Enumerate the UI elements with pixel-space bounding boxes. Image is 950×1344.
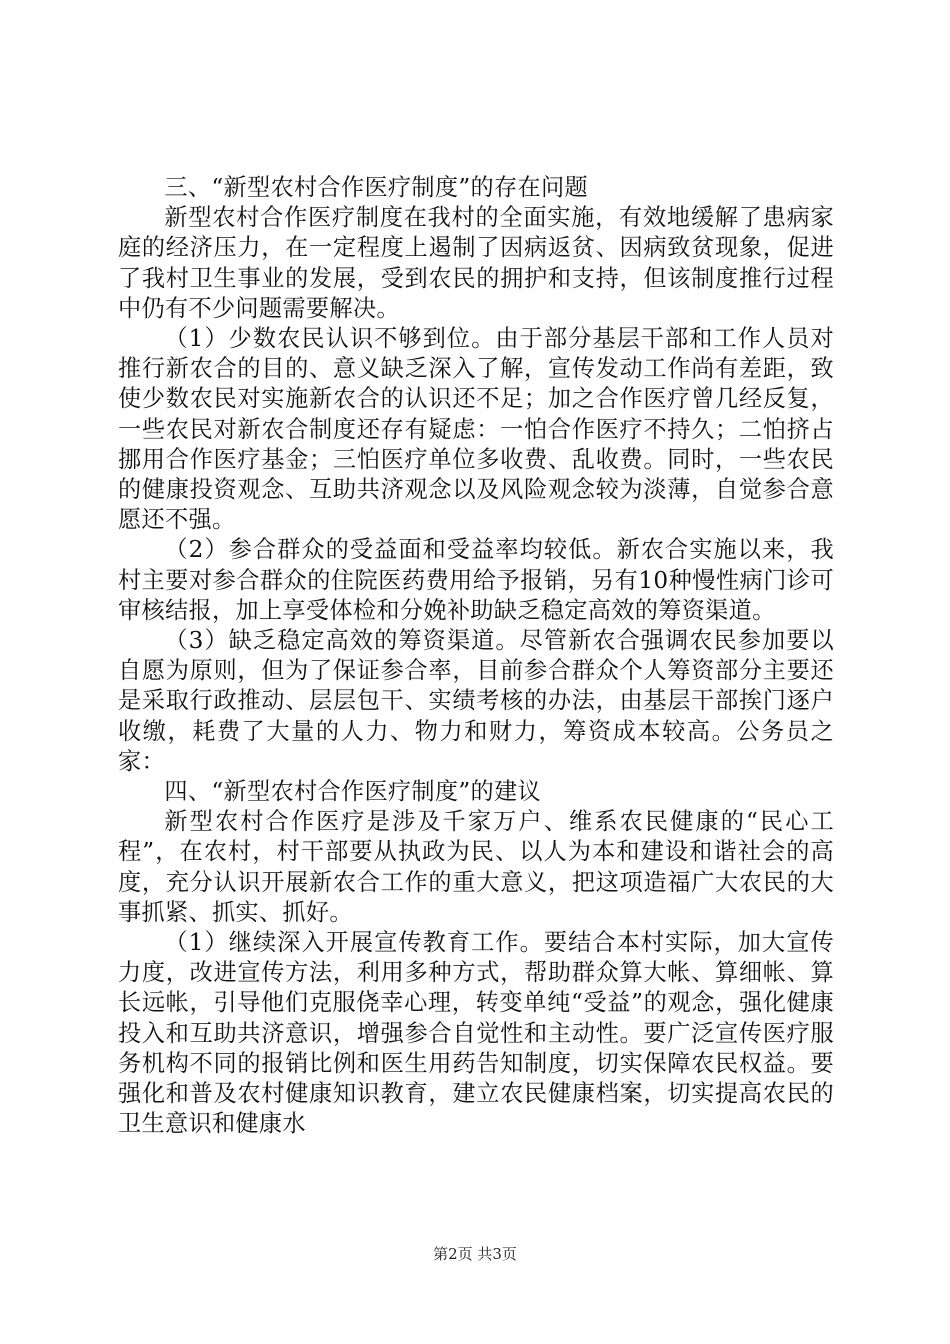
paragraph-suggestion-1: （1）继续深入开展宣传教育工作。要结合本村实际，加大宣传力度，改进宣传方法，利用多种方式，帮助群众算大帐、算细帐、算长远帐，引导他们克服侥幸心理，转变单纯“受益”的观念，强化健康投入和互助共济意识，增强参合自觉性和主动性。要广泛宣传医疗服务机构不同的报销比例和医生用药告知制度，切实保障农民权益。要强化和普及农村健康知识教育，建立农民健康档案，切实提高农民的卫生意识和健康水 <box>118 929 834 1138</box>
paragraph-problem-3: （3）缺乏稳定高效的筹资渠道。尽管新农合强调农民参加要以自愿为原则，但为了保证参合率，目前参合群众个人筹资部分主要还是采取行政推动、层层包干、实绩考核的办法，由基层干部挨门逐户收缴，耗费了大量的人力、物力和财力，筹资成本较高。公务员之家： <box>118 627 834 775</box>
paragraph-problem-1: （1）少数农民认识不够到位。由于部分基层干部和工作人员对推行新农合的目的、意义缺乏深入了解，宣传发动工作尚有差距，致使少数农民对实施新农合的认识还不足；加之合作医疗曾几经反复，一些农民对新农合制度还存有疑虑：一怕合作医疗不持久；二怕挤占挪用合作医疗基金；三怕医疗单位多收费、乱收费。同时，一些农民的健康投资观念、互助共济观念以及风险观念较为淡薄，自觉参合意愿还不强。 <box>118 325 834 534</box>
section-heading-problems: 三、“新型农村合作医疗制度”的存在问题 <box>164 174 588 201</box>
paragraph-intro-problems: 新型农村合作医疗制度在我村的全面实施，有效地缓解了患病家庭的经济压力，在一定程度上遏制了因病返贫、因病致贫现象，促进了我村卫生事业的发展，受到农民的拥护和支持，但该制度推行过程中仍有不少问题需要解决。 <box>118 204 834 322</box>
paragraph-problem-2: （2）参合群众的受益面和受益率均较低。新农合实施以来，我村主要对参合群众的住院医药费用给予报销，另有10种慢性病门诊可审核结报，加上享受体检和分娩补助缺乏稳定高效的筹资渠道。 <box>118 536 834 624</box>
paragraph-intro-suggestions: 新型农村合作医疗是涉及千家万户、维系农民健康的“民心工程”，在农村，村干部要从执政为民、以人为本和建设和谐社会的高度，充分认识开展新农合工作的重大意义，把这项造福广大农民的大事抓紧、抓实、抓好。 <box>118 808 834 926</box>
section-heading-suggestions: 四、“新型农村合作医疗制度”的建议 <box>164 778 542 806</box>
page-number-footer: 第2页 共3页 <box>433 1245 517 1263</box>
document-body <box>118 173 834 1140</box>
